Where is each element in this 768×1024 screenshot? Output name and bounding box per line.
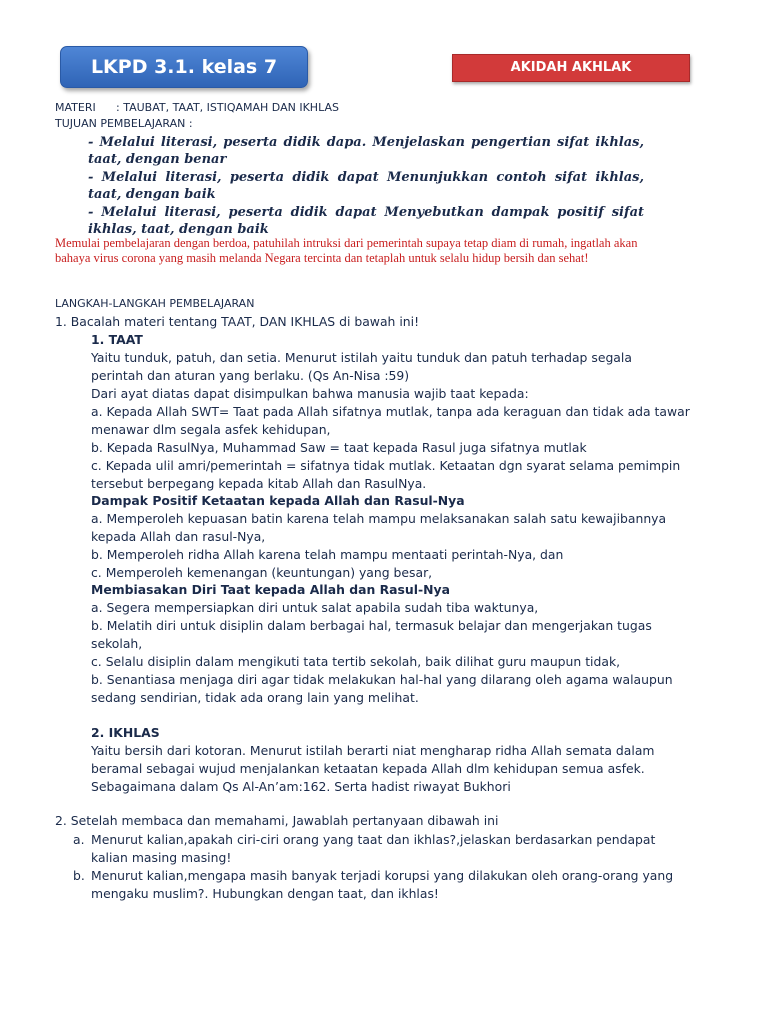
question-a-marker: a. [73,832,85,847]
membiasakan-item: b. Melatih diri untuk disiplin dalam berbagai hal, termasuk belajar dan mengerjakan tugas [91,618,652,633]
step-1: 1. Bacalah materi tentang TAAT, DAN IKHLAS di bawah ini! [55,314,420,329]
ikhlas-definition: Sebagaimana dalam Qs Al-An’am:162. Serta hadist riwayat Bukhori [91,779,511,794]
steps-heading: LANGKAH-LANGKAH PEMBELAJARAN [55,297,255,310]
dampak-item: kepada Allah dan rasul-Nya, [91,529,266,544]
question-b: mengaku muslim?. Hubungkan dengan taat, dan ikhlas! [91,886,439,901]
tujuan-label: TUJUAN PEMBELAJARAN : [55,117,193,130]
taat-item-a: a. Kepada Allah SWT= Taat pada Allah sifatnya mutlak, tanpa ada keraguan dan tidak ada tawar [91,404,690,419]
learning-goals [88,134,644,239]
materi-value: : TAUBAT, TAAT, ISTIQAMAH DAN IKHLAS [116,101,339,114]
taat-definition: perintah dan aturan yang berlaku. (Qs An-Nisa :59) [91,368,410,383]
membiasakan-item: c. Selalu disiplin dalam mengikuti tata tertib sekolah, baik dilihat guru maupun tidak, [91,654,621,669]
step-2: 2. Setelah membaca dan memahami, Jawablah pertanyaan dibawah ini [55,813,499,828]
question-a: kalian masing masing! [91,850,232,865]
dampak-heading: Dampak Positif Ketaatan kepada Allah dan Rasul-Nya [91,493,465,508]
goal-item: - Melalui literasi, peserta didik dapat Menyebutkan dampak positif sifat ikhlas, taat, dengan baik [88,205,644,237]
taat-item-a: menawar dlm segala asfek kehidupan, [91,422,331,437]
dampak-item: a. Memperoleh kepuasan batin karena telah mampu melaksanakan salah satu kewajibannya [91,511,667,526]
ikhlas-definition: Yaitu bersih dari kotoran. Menurut istilah berarti niat mengharap ridha Allah semata dalam [91,743,655,758]
goal-item: - Melalui literasi, peserta didik dapa. Menjelaskan pengertian sifat ikhlas, taat, dengan benar [88,135,644,167]
materi-label: MATERI [55,101,96,114]
subject-label: AKIDAH AKHLAK [452,54,690,82]
taat-definition: Yaitu tunduk, patuh, dan setia. Menurut istilah yaitu tunduk dan patuh terhadap segala [91,350,632,365]
membiasakan-item: sekolah, [91,636,143,651]
membiasakan-item: sedang sendirian, tidak ada orang lain yang melihat. [91,690,419,705]
question-b: Menurut kalian,mengapa masih banyak terjadi korupsi yang dilakukan oleh orang-orang yang [91,868,674,883]
membiasakan-heading: Membiasakan Diri Taat kepada Allah dan Rasul-Nya [91,582,450,597]
question-a: Menurut kalian,apakah ciri-ciri orang yang taat dan ikhlas?,jelaskan berdasarkan pendapat [91,832,656,847]
materi-line [55,101,339,114]
taat-item-c: tersebut berpegang kepada kitab Allah dan RasulNya. [91,476,427,491]
taat-item-b: b. Kepada RasulNya, Muhammad Saw = taat kepada Rasul juga sifatnya mutlak [91,440,587,455]
taat-item-c: c. Kepada ulil amri/pemerintah = sifatnya tidak mutlak. Ketaatan dgn syarat selama pemimpin [91,458,681,473]
taat-conclusion: Dari ayat diatas dapat disimpulkan bahwa manusia wajib taat kepada: [91,386,529,401]
ikhlas-heading: 2. IKHLAS [91,725,160,740]
membiasakan-item: a. Segera mempersiapkan diri untuk salat apabila sudah tiba waktunya, [91,600,539,615]
ikhlas-definition: beramal sebagai wujud menjalankan ketaatan kepada Allah dlm kehidupan semua asfek. [91,761,645,776]
worksheet-title: LKPD 3.1. kelas 7 [60,46,308,88]
dampak-item: c. Memperoleh kemenangan (keuntungan) yang besar, [91,565,433,580]
opening-note: Memulai pembelajaran dengan berdoa, patuhilah intruksi dari pemerintah supaya tetap diam di rumah, ingatlah akan bahaya virus corona yang masih melanda Negara tercinta dan tetaplah untuk selalu hidup bersih dan sehat! [55,236,638,265]
question-b-marker: b. [73,868,85,883]
goal-item: - Melalui literasi, peserta didik dapat Menunjukkan contoh sifat ikhlas, taat, dengan baik [88,170,644,202]
dampak-item: b. Memperoleh ridha Allah karena telah mampu mentaati perintah-Nya, dan [91,547,564,562]
taat-heading: 1. TAAT [91,332,143,347]
membiasakan-item: b. Senantiasa menjaga diri agar tidak melakukan hal-hal yang dilarang oleh agama walaupun [91,672,673,687]
